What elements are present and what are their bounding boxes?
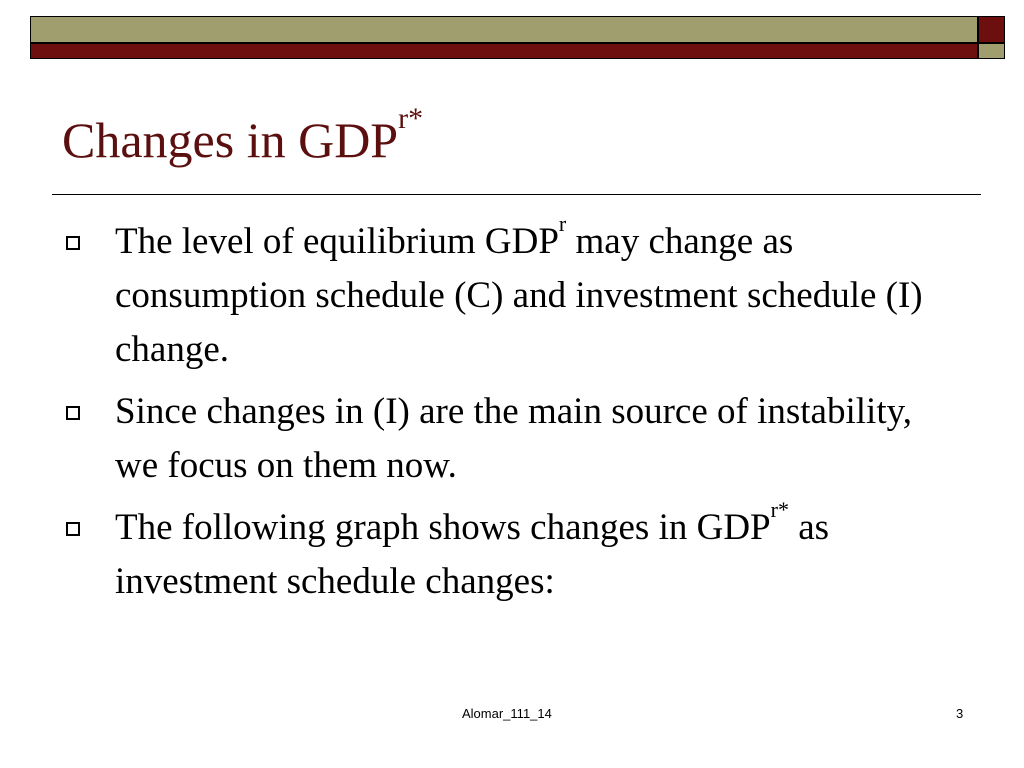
bullet-item — [0, 211, 960, 377]
square-bullet-icon — [66, 522, 80, 536]
bullet-text-continued: as investment schedule changes: — [115, 507, 830, 602]
slide-title-superscript: r* — [398, 102, 424, 135]
bullet-item — [0, 385, 960, 493]
square-bullet-icon — [66, 236, 80, 250]
bullet-item — [0, 497, 960, 609]
slide-title-text: Changes in GDP — [62, 112, 399, 168]
bullet-list — [0, 211, 1024, 617]
bullet-superscript: r — [558, 211, 567, 236]
bullet-text: Since changes in (I) are the main source of instability, we focus on them now. — [115, 391, 912, 486]
header-olive-square — [978, 43, 1005, 59]
bullet-text: The level of equilibrium GDP — [115, 221, 559, 262]
page-number: 3 — [956, 706, 964, 721]
footer-label: Alomar_111_14 — [462, 706, 552, 721]
bullet-text: The following graph shows changes in GDP — [115, 507, 771, 548]
bullet-superscript: r* — [770, 497, 789, 522]
header-red-band — [30, 43, 978, 59]
header-olive-band — [30, 16, 978, 43]
bullet-text-continued: may change as consumption schedule (C) and investment schedule (I) change. — [115, 221, 923, 370]
header-red-square — [978, 16, 1005, 43]
slide-title — [62, 102, 424, 170]
title-divider — [52, 194, 981, 195]
square-bullet-icon — [66, 406, 80, 420]
